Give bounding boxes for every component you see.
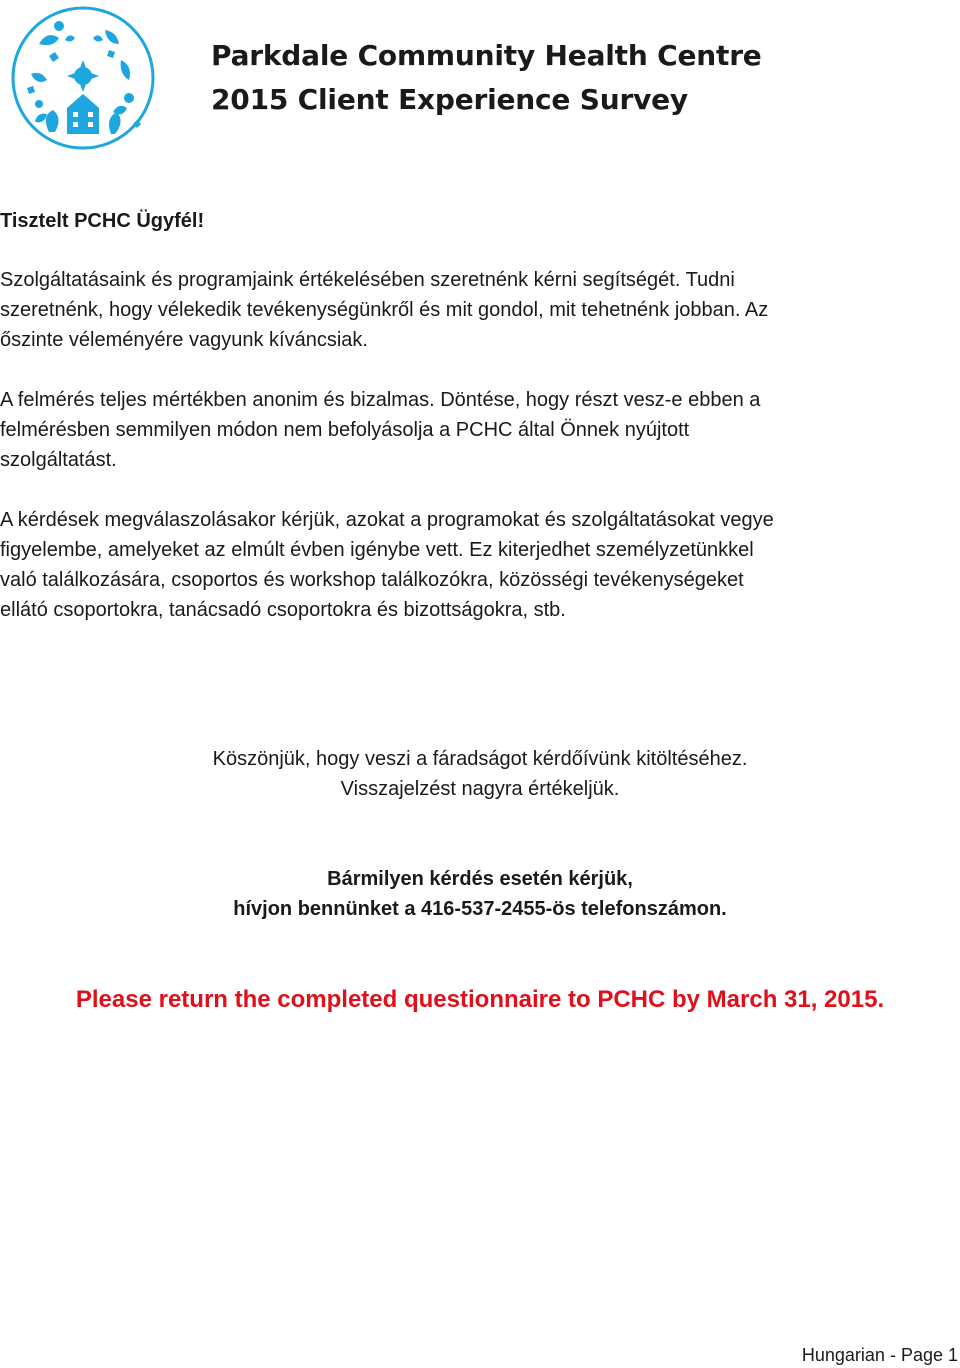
greeting: Tisztelt PCHC Ügyfél! xyxy=(0,210,205,232)
contact-line: Bármilyen kérdés esetén kérjük, xyxy=(327,868,633,890)
survey-title xyxy=(211,34,762,122)
paragraph-line: Szolgáltatásaink és programjaink értékelésében szeretnénk kérni segítségét. Tudni xyxy=(0,269,735,291)
paragraph-anonymity xyxy=(0,385,900,475)
paragraph-line: őszinte véleményére vagyunk kíváncsiak. xyxy=(0,329,368,351)
paragraph-line: figyelembe, amelyeket az elmúlt évben igénybe vett. Ez kiterjedhet személyzetünkkel xyxy=(0,539,754,561)
thank-you-note xyxy=(0,744,960,804)
paragraph-line: felmérésben semmilyen módon nem befolyásolja a PCHC által Önnek nyújtott xyxy=(0,419,690,441)
contact-phone-line: hívjon bennünket a 416-537-2455-ös telefonszámon. xyxy=(233,898,727,920)
thank-you-line: Köszönjük, hogy veszi a fáradságot kérdőívünk kitöltéséhez. xyxy=(212,748,748,770)
pchc-logo xyxy=(9,4,157,152)
paragraph-line: A kérdések megválaszolásakor kérjük, azokat a programokat és szolgáltatásokat vegye xyxy=(0,509,774,531)
paragraph-line: szeretnénk, hogy vélekedik tevékenységünkről és mit gondol, mit tehetnénk jobban. Az xyxy=(0,299,769,321)
paragraph-line: szolgáltatást. xyxy=(0,449,117,471)
title-line-organization: Parkdale Community Health Centre xyxy=(211,39,762,72)
title-line-survey: 2015 Client Experience Survey xyxy=(211,83,688,116)
return-deadline: Please return the completed questionnaire to PCHC by March 31, 2015. xyxy=(75,986,885,1013)
thank-you-line: Visszajelzést nagyra értékeljük. xyxy=(340,778,620,800)
paragraph-line: A felmérés teljes mértékben anonim és bizalmas. Döntése, hogy részt vesz-e ebben a xyxy=(0,389,761,411)
contact-info xyxy=(0,864,960,924)
page-footer: Hungarian - Page 1 xyxy=(801,1345,958,1365)
paragraph-line: való találkozására, csoportos és workshop találkozókra, közösségi tevékenységeket xyxy=(0,569,744,591)
paragraph-intro xyxy=(0,265,900,355)
paragraph-line: ellátó csoportokra, tanácsadó csoportokra és bizottságokra, stb. xyxy=(0,599,566,621)
paragraph-instructions xyxy=(0,505,900,625)
